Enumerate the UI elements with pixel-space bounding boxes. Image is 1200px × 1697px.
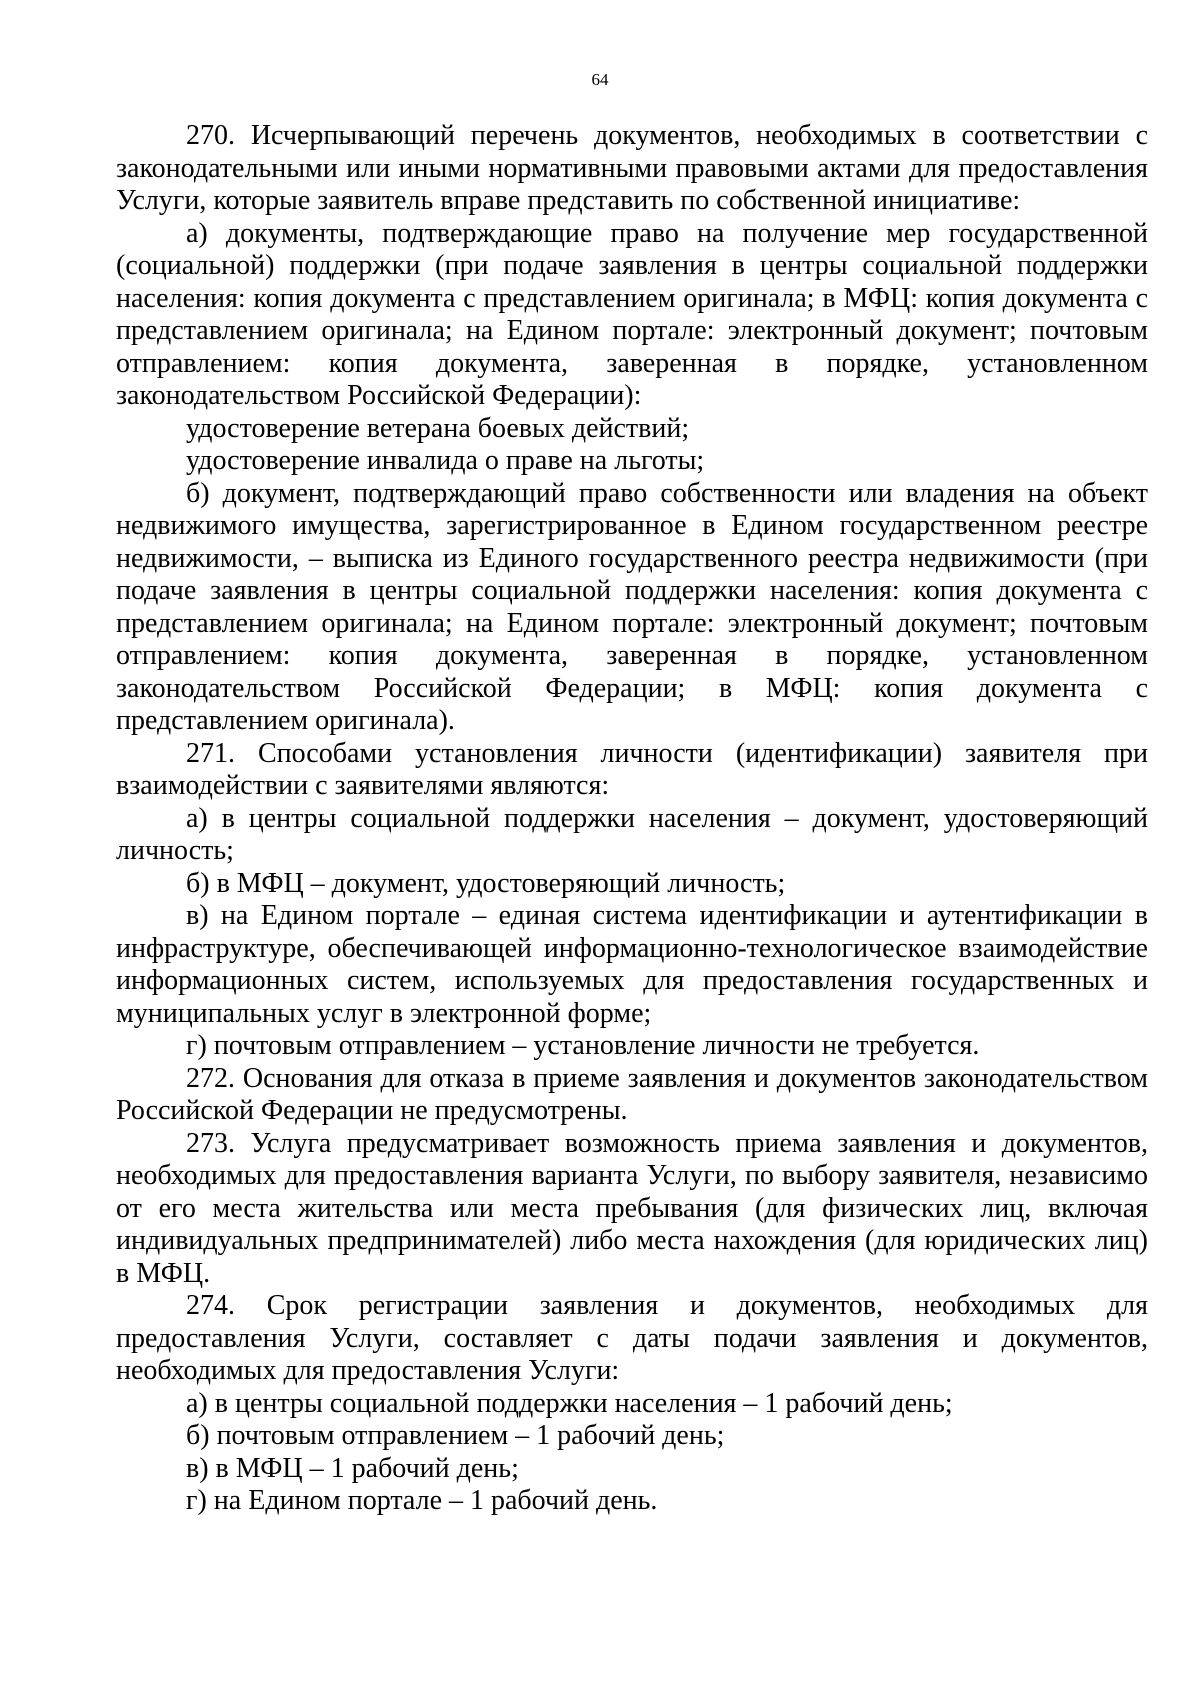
paragraph-272: 272. Основания для отказа в приеме заявления и документов законодательством Российской Федерации не предусмотрены.	[116, 1062, 1148, 1126]
paragraph-274-a: а) в центры социальной поддержки населения – 1 рабочий день;	[186, 1387, 953, 1419]
paragraph-270-a-item-1: удостоверение ветерана боевых действий;	[186, 412, 690, 444]
paragraph-271-a: а) в центры социальной поддержки населения – документ, удостоверяющий личность;	[116, 802, 1148, 866]
paragraph-270: 270. Исчерпывающий перечень документов, необходимых в соответствии с законодательными или иными нормативными правовыми актами для предоставления Услуги, которые заявитель вправе представить по собственной инициативе:	[116, 120, 1148, 216]
paragraph-274-g: г) на Едином портале – 1 рабочий день.	[186, 1485, 658, 1516]
page-number: 64	[591, 70, 609, 89]
paragraph-274-v: в) в МФЦ – 1 рабочий день;	[186, 1452, 519, 1484]
paragraph-273: 273. Услуга предусматривает возможность приема заявления и документов, необходимых для предоставления варианта Услуги, по выбору заявителя, независимо от его места жительства или места пребывания (для физических лиц, включая индивидуальных предпринимателей) либо места нахождения (для юридических лиц) в МФЦ.	[116, 1127, 1148, 1289]
paragraph-271-v: в) на Едином портале – единая система идентификации и аутентификации в инфраструктуре, обеспечивающей информационно-технологическое взаимодействие информационных систем, используемых для предоставления государственных и муниципальных услуг в электронной форме;	[116, 900, 1148, 1029]
paragraph-271-g: г) почтовым отправлением – установление личности не требуется.	[186, 1030, 980, 1061]
paragraph-270-a: а) документы, подтверждающие право на получение мер государственной (социальной) поддержки (при подаче заявления в центры социальной поддержки населения: копия документа с представлением оригинала; в МФЦ: копия документа с представлением оригинала; на Едином портале: электронный документ; почтовым отправлением: копия документа, заверенная в порядке, установленном законодательством Российской Федерации):	[116, 217, 1148, 411]
paragraph-271-b: б) в МФЦ – документ, удостоверяющий личность;	[186, 867, 786, 899]
document-body	[116, 120, 1148, 1518]
paragraph-270-a-item-2: удостоверение инвалида о праве на льготы;	[186, 445, 705, 476]
paragraph-270-b: б) документ, подтверждающий право собственности или владения на объект недвижимого имущества, зарегистрированное в Едином государственном реестре недвижимости, – выписка из Единого государственного реестра недвижимости (при подаче заявления в центры социальной поддержки населения: копия документа с представлением оригинала; на Едином портале: электронный документ; почтовым отправлением: копия документа, заверенная в порядке, установленном законодательством Российской Федерации; в МФЦ: копия документа с представлением оригинала).	[116, 477, 1148, 736]
paragraph-274-b: б) почтовым отправлением – 1 рабочий день;	[186, 1420, 725, 1451]
paragraph-274: 274. Срок регистрации заявления и документов, необходимых для предоставления Услуги, составляет с даты подачи заявления и документов, необходимых для предоставления Услуги:	[116, 1290, 1148, 1386]
paragraph-271: 271. Способами установления личности (идентификации) заявителя при взаимодействии с заявителями являются:	[116, 737, 1148, 801]
